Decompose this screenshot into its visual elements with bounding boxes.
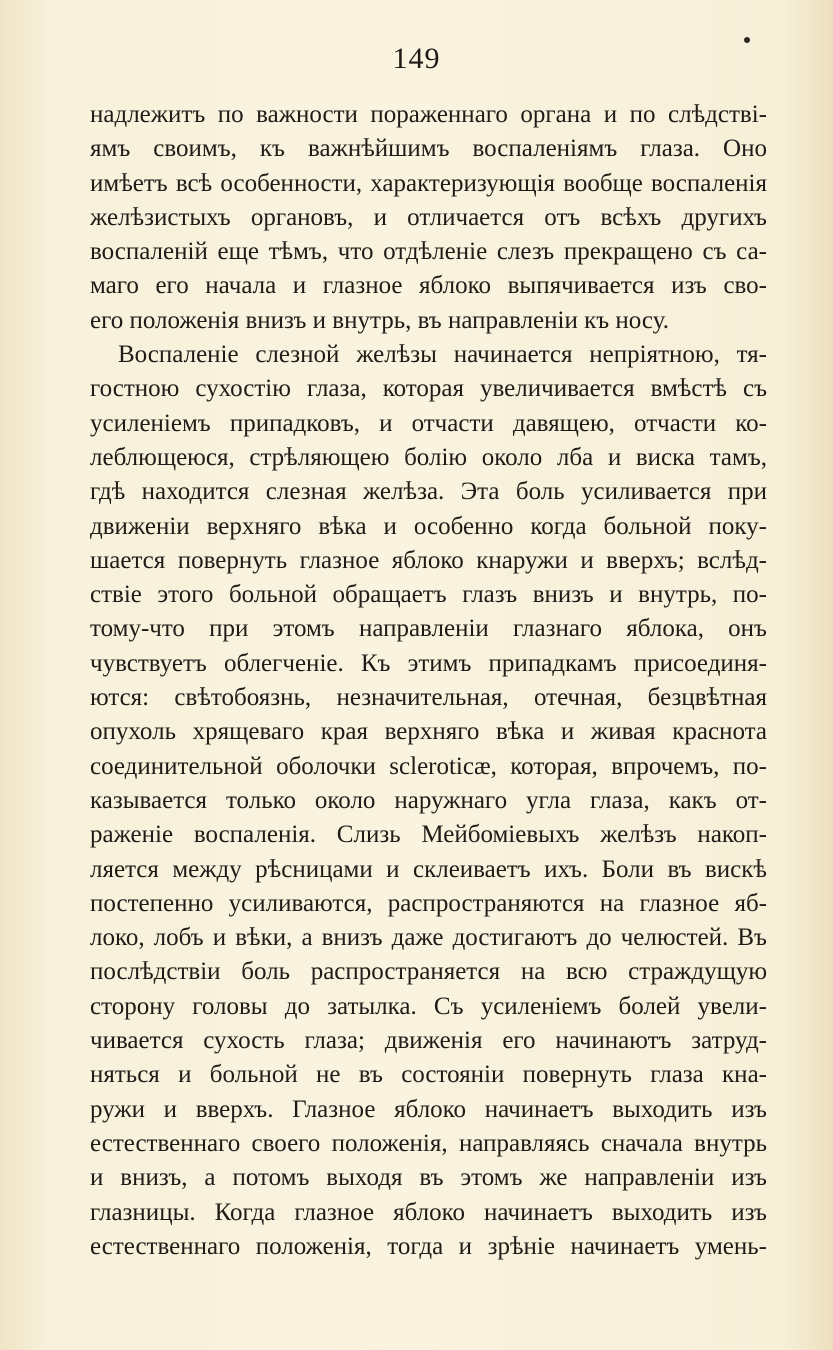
text-line: няться и больной не въ состоянiи повернуть глаза кна- bbox=[90, 1061, 767, 1089]
text-line: опухоль хрящеваго края верхняго вѣка и живая краснота bbox=[90, 718, 767, 746]
text-line: имѣетъ всѣ особенности, характеризующiя вообще воспаленiя bbox=[90, 169, 767, 197]
text-line: глазницы. Когда глазное яблоко начинаетъ выходить изъ bbox=[90, 1198, 767, 1226]
text-line: ляется между рѣсницами и склеиваетъ ихъ. Боли въ вискѣ bbox=[90, 855, 767, 883]
text-line: надлежитъ по важности пораженнаго органа и по слѣдствi- bbox=[90, 101, 767, 128]
text-line: тому-что при этомъ направленiи глазнаго яблока, онъ bbox=[90, 615, 767, 643]
text-line: казывается только около наружнаго угла глаза, какъ от- bbox=[90, 786, 767, 814]
text-line: воспаленiй еще тѣмъ, что отдѣленiе слезъ прекращено съ са- bbox=[90, 238, 767, 266]
page-number: 149 bbox=[392, 42, 441, 75]
text-line: Воспаленiе слезной желѣзы начинается непрiятною, тя- bbox=[118, 341, 767, 369]
text-line: и внизъ, а потомъ выходя въ этомъ же направленiи изъ bbox=[90, 1164, 767, 1192]
text-line: усиленiемъ припадковъ, и отчасти давящею, отчасти ко- bbox=[90, 409, 767, 437]
text-line: ружи и вверхъ. Глазное яблоко начинаетъ выходить изъ bbox=[90, 1095, 767, 1123]
body-text bbox=[90, 98, 767, 1264]
text-line: соединительной оболочки scleroticæ, которая, впрочемъ, по- bbox=[90, 752, 767, 780]
text-line: локо, лобъ и вѣки, а внизъ даже достигаютъ до челюстей. Въ bbox=[90, 924, 767, 952]
text-line: постепенно усиливаются, распространяются на глазное яб- bbox=[90, 889, 767, 917]
text-line: чувствуетъ облегченiе. Къ этимъ припадкамъ присоединя- bbox=[90, 649, 767, 677]
text-line: движенiи верхняго вѣка и особенно когда больной поку- bbox=[90, 512, 767, 540]
text-line: желѣзистыхъ органовъ, и отличается отъ всѣхъ другихъ bbox=[90, 203, 767, 231]
text-line: шается повернуть глазное яблоко кнаружи и вверхъ; вслѣд- bbox=[90, 546, 767, 574]
text-line: ствiе этого больной обращаетъ глазъ внизъ и внутрь, по- bbox=[90, 581, 767, 609]
text-line: естественнаго своего положенiя, направляясь сначала внутрь bbox=[90, 1129, 767, 1157]
text-line: раженiе воспаленiя. Слизь Мейбомiевыхъ желѣзъ накоп- bbox=[90, 821, 767, 849]
text-line: леблющеюся, стрѣляющею болiю около лба и виска тамъ, bbox=[90, 443, 767, 471]
text-line: сторону головы до затылка. Съ усиленiемъ болей увели- bbox=[90, 992, 767, 1020]
text-line: ямъ своимъ, къ важнѣйшимъ воспаленiямъ глаза. Оно bbox=[90, 135, 767, 163]
text-line: естественнаго положенiя, тогда и зрѣнiе начинаетъ умень- bbox=[90, 1232, 767, 1260]
text-line: чивается сухость глаза; движенiя его начинаютъ затруд- bbox=[90, 1027, 767, 1055]
text-line: гдѣ находится слезная желѣза. Эта боль усиливается при bbox=[90, 478, 767, 506]
text-line: маго его начала и глазное яблоко выпячивается изъ сво- bbox=[90, 272, 767, 300]
text-line: послѣдствiи боль распространяется на всю страждущую bbox=[90, 958, 767, 986]
text-line: его положенiя внизъ и внутрь, въ направленiи къ носу. bbox=[90, 306, 669, 334]
text-line: ются: свѣтобоязнь, незначительная, отечная, безцвѣтная bbox=[90, 684, 767, 712]
text-line: гостною сухостiю глаза, которая увеличивается вмѣстѣ съ bbox=[90, 375, 767, 403]
